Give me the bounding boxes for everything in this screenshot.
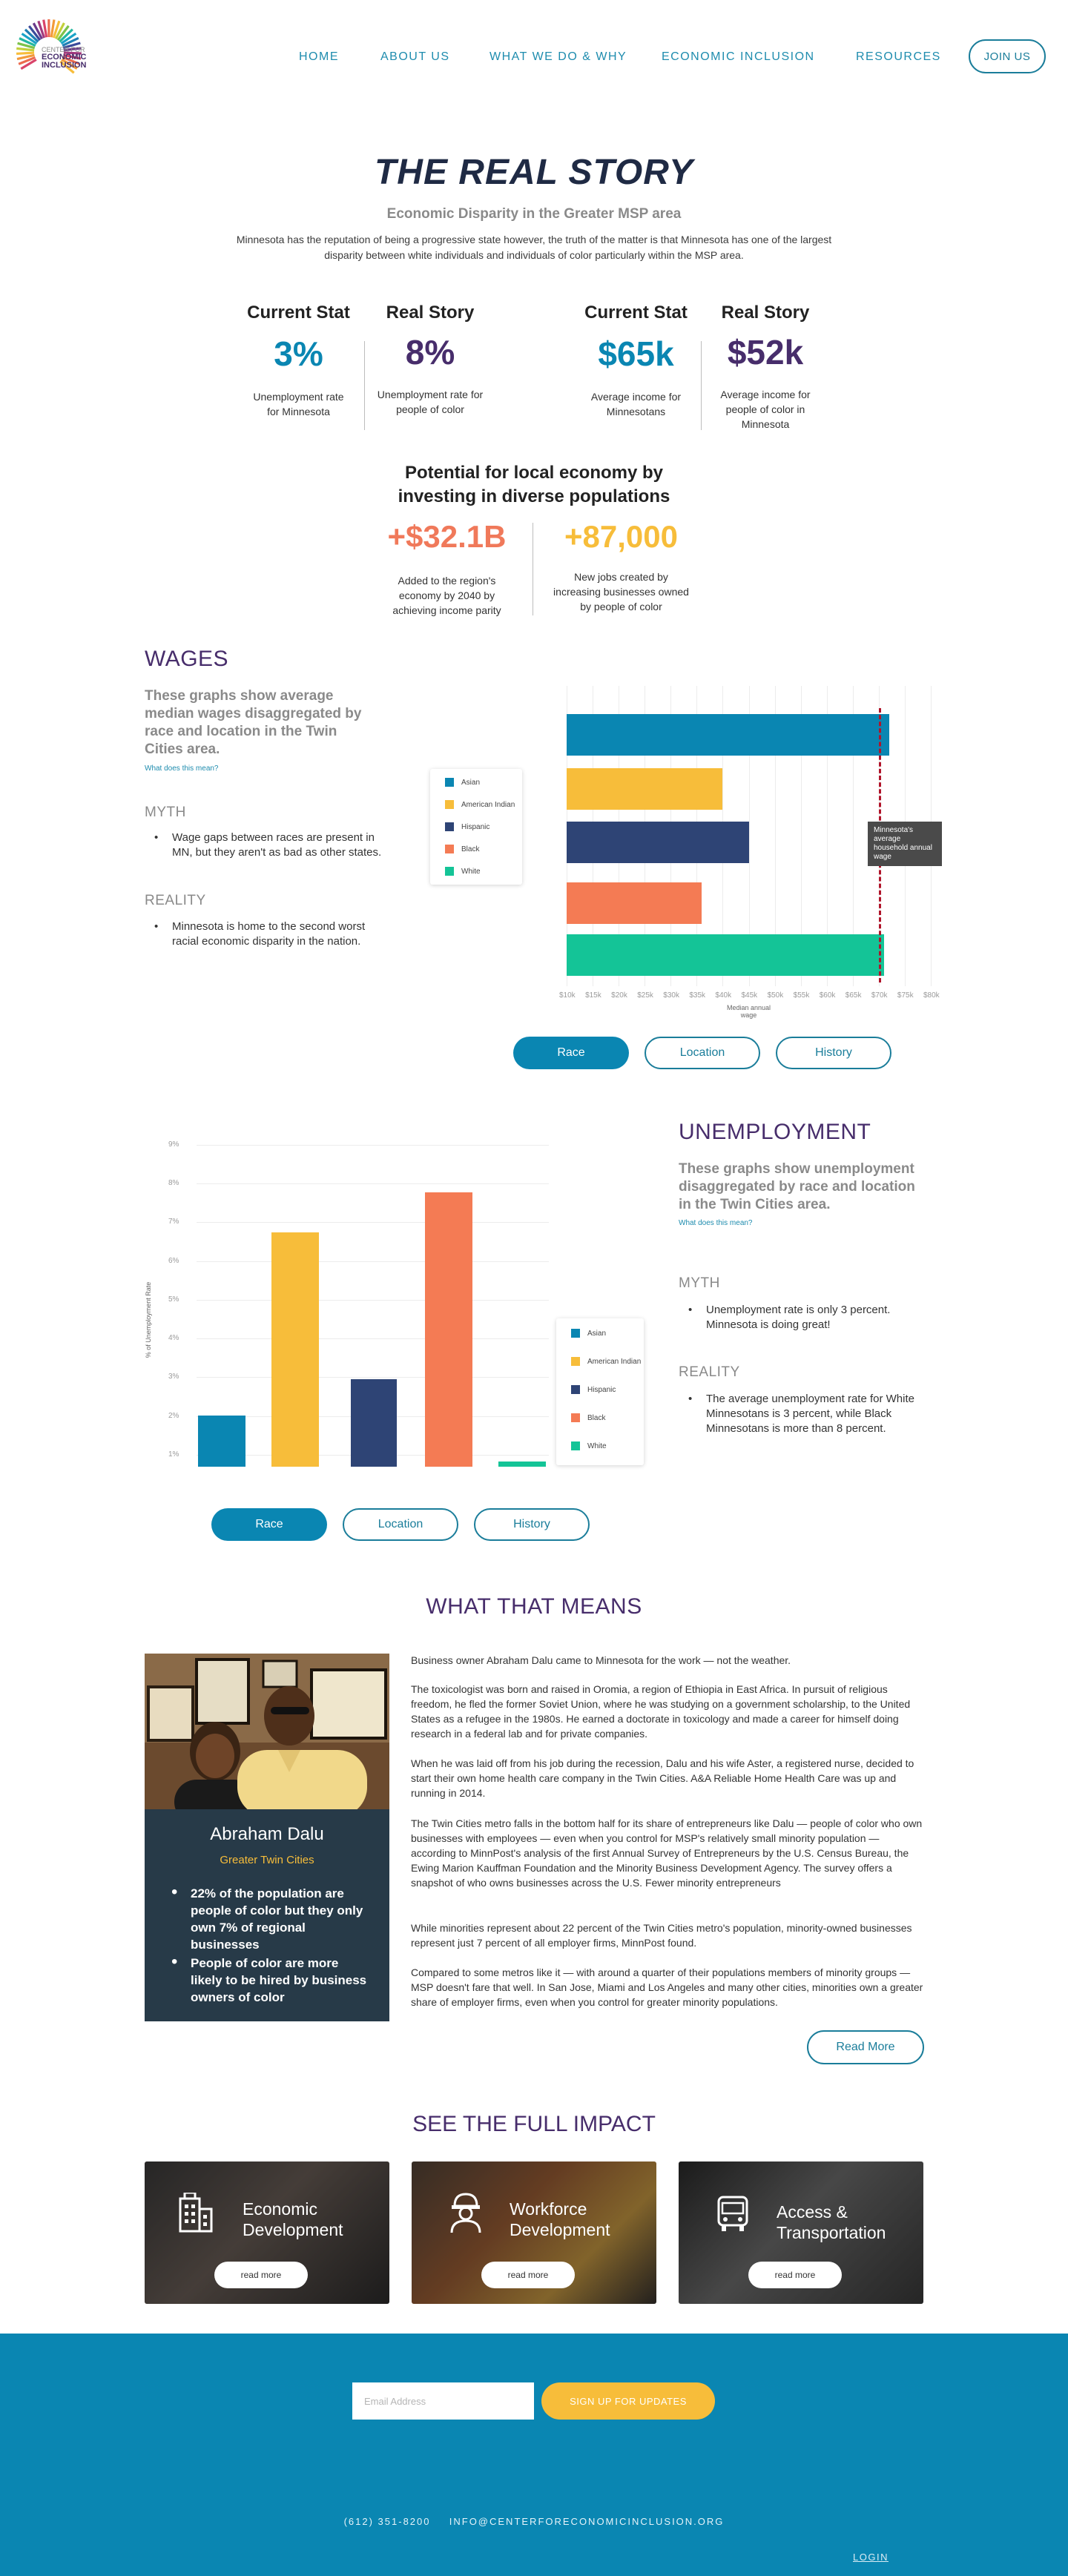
- unemployment-bar: [498, 1462, 546, 1467]
- card-title-line1: Workforce: [510, 2199, 587, 2219]
- stat-value-unemployment-real: 8%: [405, 333, 455, 371]
- stat-caption-income-current: Average income for Minnesotans: [590, 391, 682, 417]
- chart-tick-label: $65k: [845, 991, 862, 1000]
- footer-email[interactable]: INFO@CENTERFORECONOMICINCLUSION.ORG: [449, 2516, 725, 2527]
- unemployment-lead: These graphs show unemployment disaggregated by race and location in the Twin Cities area.: [679, 1161, 915, 1212]
- unemployment-what-does-this-mean-link[interactable]: What does this mean?: [679, 1219, 753, 1227]
- stat-caption-unemployment-current: Unemployment rate for Minnesota: [253, 391, 344, 417]
- chart-gridline: [197, 1183, 549, 1184]
- building-icon: [177, 2193, 214, 2233]
- legend-label: Hispanic: [587, 1385, 616, 1394]
- chart-axis-title: % of Unemployment Rate: [145, 1281, 152, 1358]
- unemployment-tab-race[interactable]: Race: [211, 1508, 327, 1541]
- potential-caption-jobs: New jobs created by increasing businesses owned by people of color: [553, 571, 689, 612]
- chart-gridline: [197, 1145, 549, 1146]
- stat-caption-unemployment-real: Unemployment rate for people of color: [377, 389, 484, 415]
- legend-swatch: [445, 822, 454, 831]
- impact-card-access-transportation[interactable]: [679, 2161, 923, 2304]
- logo-text-line1: CENTER FOR: [42, 46, 85, 53]
- potential-caption-income: Added to the region's economy by 2040 by achieving income parity: [392, 575, 501, 616]
- wages-reality-heading: REALITY: [145, 893, 206, 908]
- legend-label: American Indian: [461, 800, 515, 809]
- legend-swatch: [445, 800, 454, 809]
- page-subtitle: Economic Disparity in the Greater MSP area: [386, 206, 682, 222]
- unemployment-chart-legend: [556, 1318, 644, 1465]
- card-title-line2: Transportation: [777, 2223, 886, 2242]
- wages-bar: [567, 714, 889, 756]
- unemployment-reality-text: • The average unemployment rate for White Minnesotans is 3 percent, while Black Minnesotans is more than 8 percent.: [706, 1392, 921, 1436]
- join-us-button[interactable]: JOIN US: [969, 39, 1046, 73]
- profile-bullet: 22% of the population are people of color but they only own 7% of regional businesses: [191, 1886, 363, 1952]
- chart-tick-label: 2%: [168, 1411, 179, 1420]
- legend-swatch: [571, 1413, 580, 1422]
- unemployment-bar: [351, 1379, 397, 1467]
- potential-title: Potential for local economy by investing in diverse populations: [398, 463, 670, 506]
- legend-label: Black: [587, 1413, 606, 1422]
- unemployment-myth-heading: MYTH: [679, 1275, 720, 1291]
- what-that-means-title: WHAT THAT MEANS: [426, 1594, 642, 1619]
- unemployment-tab-history[interactable]: History: [474, 1508, 590, 1541]
- stat-heading-current: Current Stat: [247, 303, 350, 323]
- logo-text-line3: INCLUSION: [42, 61, 87, 70]
- unemployment-myth-text: • Unemployment rate is only 3 percent. Minnesota is doing great!: [706, 1303, 921, 1332]
- bullet-dot: •: [171, 1882, 178, 1902]
- chart-tick-label: 9%: [168, 1140, 179, 1149]
- profile-name: Abraham Dalu: [210, 1824, 324, 1844]
- wages-bar: [567, 934, 884, 976]
- read-more-button[interactable]: read more: [481, 2262, 575, 2288]
- wages-tab-race[interactable]: Race: [513, 1037, 629, 1069]
- stat-heading-real: Real Story: [386, 303, 475, 323]
- read-more-button[interactable]: read more: [748, 2262, 842, 2288]
- bus-icon: [716, 2194, 750, 2233]
- legend-item: [445, 822, 490, 831]
- stat-heading-real: Real Story: [721, 303, 810, 323]
- profile-photo-illustration: [145, 1654, 389, 1809]
- sign-up-button[interactable]: SIGN UP FOR UPDATES: [541, 2382, 715, 2420]
- legend-item: [571, 1329, 606, 1338]
- card-title-line2: Development: [243, 2220, 343, 2239]
- potential-value-income: +$32.1B: [387, 519, 507, 554]
- chart-tick-label: 5%: [168, 1295, 179, 1304]
- chart-axis-title: Median annual wage: [726, 1004, 771, 1019]
- legend-swatch: [445, 867, 454, 876]
- legend-label: Black: [461, 845, 480, 853]
- footer-phone[interactable]: (612) 351-8200: [343, 2516, 431, 2527]
- legend-swatch: [571, 1385, 580, 1394]
- card-title-line1: Economic: [243, 2199, 317, 2219]
- wages-reality-text: • Minnesota is home to the second worst racial economic disparity in the nation.: [172, 919, 387, 949]
- chart-tick-label: $75k: [897, 991, 914, 1000]
- impact-title: SEE THE FULL IMPACT: [412, 2112, 656, 2136]
- legend-label: Asian: [587, 1329, 607, 1338]
- legend-swatch: [445, 845, 454, 853]
- legend-label: White: [461, 867, 481, 876]
- read-more-button[interactable]: read more: [214, 2262, 308, 2288]
- chart-tick-label: 4%: [168, 1334, 179, 1343]
- unemployment-title: UNEMPLOYMENT: [679, 1120, 871, 1144]
- chart-tick-label: $50k: [767, 991, 784, 1000]
- logo-ray: [16, 48, 34, 50]
- chart-gridline: [197, 1377, 549, 1378]
- site-logo[interactable]: [13, 15, 88, 89]
- card-title-line1: Access &: [777, 2202, 848, 2222]
- unemployment-bar: [198, 1416, 245, 1467]
- chart-tick-label: $55k: [793, 991, 810, 1000]
- wages-bar: [567, 882, 702, 924]
- stat-heading-current: Current Stat: [584, 303, 688, 323]
- unemployment-tab-location[interactable]: Location: [343, 1508, 458, 1541]
- chart-tick-label: $10k: [559, 991, 576, 1000]
- nav-home[interactable]: HOME: [299, 50, 339, 63]
- stat-divider: [364, 341, 365, 430]
- read-more-button[interactable]: Read More: [807, 2030, 924, 2064]
- chart-gridline: [197, 1261, 549, 1262]
- legend-label: Asian: [461, 778, 481, 787]
- wages-myth-heading: MYTH: [145, 805, 186, 820]
- chart-tick-label: $80k: [923, 991, 940, 1000]
- chart-tick-label: $35k: [689, 991, 706, 1000]
- unemployment-reality-heading: REALITY: [679, 1364, 740, 1380]
- stat-value-income-real: $52k: [727, 333, 804, 371]
- legend-label: White: [587, 1441, 607, 1450]
- chart-gridline: [197, 1300, 549, 1301]
- card-title-line2: Development: [510, 2220, 610, 2239]
- wages-lead: These graphs show average median wages disaggregated by race and location in the Twin Cities area.: [145, 688, 362, 757]
- wages-reference-tooltip: Minnesota's average household annual wage: [868, 822, 942, 866]
- bullet-dot: •: [171, 1952, 178, 1972]
- nav-what-we-do[interactable]: WHAT WE DO & WHY: [490, 50, 627, 63]
- site-footer: [0, 2334, 1068, 2576]
- story-paragraph: When he was laid off from his job during the recession, Dalu and his wife Aster, a registered nurse, decided to start their own home health care company in the Twin Cities. A&A Reliable Home Health Care was up and running in 2014.: [411, 1757, 914, 1799]
- unemployment-bar: [425, 1192, 472, 1467]
- stat-caption-income-real: Average income for people of color in Minnesota: [720, 389, 811, 430]
- chart-tick-label: $60k: [819, 991, 836, 1000]
- footer-contact: [0, 2516, 1068, 2527]
- legend-item: [445, 800, 515, 809]
- chart-tick-label: 8%: [168, 1179, 179, 1188]
- wages-chart-legend: [430, 769, 522, 885]
- potential-value-jobs: +87,000: [564, 519, 678, 554]
- nav-about-us[interactable]: ABOUT US: [380, 50, 450, 63]
- chart-tick-label: $30k: [663, 991, 679, 1000]
- stat-value-unemployment-current: 3%: [274, 334, 323, 373]
- email-field[interactable]: [352, 2382, 534, 2420]
- legend-swatch: [571, 1329, 580, 1338]
- profile-location: Greater Twin Cities: [220, 1854, 314, 1866]
- profile-card: [145, 1809, 389, 2021]
- legend-item: [571, 1357, 641, 1366]
- story-paragraph: While minorities represent about 22 percent of the Twin Cities metro's population, minority-owned businesses represent just 7 percent of all employer firms, MinnPost found.: [411, 1922, 912, 1949]
- chart-tick-label: $70k: [871, 991, 888, 1000]
- chart-tick-label: 1%: [168, 1450, 179, 1459]
- story-paragraph: The Twin Cities metro falls in the bottom half for its share of entrepreneurs like Dalu — people of color who own businesses with employees — even when you control for MSP's relatively small minority population — according to MinnPost's analysis of the first Annual Survey of Entrepreneurs by the U.S. Census Bureau, the Ewing Marion Kauffman Foundation and the Minority Business Development Agency. The survey offers a snapshot of who owns businesses across the U.S. Fewer minority entrepreneurs: [411, 1817, 923, 1889]
- legend-swatch: [445, 778, 454, 787]
- page-description: Minnesota has the reputation of being a progressive state however, the truth of the matter is that Minnesota has one of the largest disparity between white individuals and individuals of color particularly within the MSP area.: [236, 234, 832, 261]
- legend-label: American Indian: [587, 1357, 642, 1366]
- wages-bar: [567, 822, 749, 863]
- logo-text-line2: ECONOMIC: [42, 53, 87, 62]
- legend-item: [445, 845, 479, 853]
- wages-tab-location[interactable]: Location: [645, 1037, 760, 1069]
- wages-tab-history[interactable]: History: [776, 1037, 891, 1069]
- impact-card-workforce-development[interactable]: [412, 2161, 656, 2304]
- stat-divider: [701, 341, 702, 430]
- wages-myth-text: • Wage gaps between races are present in MN, but they aren't as bad as other states.: [172, 830, 387, 860]
- nav-resources[interactable]: RESOURCES: [856, 50, 941, 63]
- profile-photo: [145, 1654, 389, 1809]
- story-paragraph: Business owner Abraham Dalu came to Minnesota for the work — not the weather.: [411, 1654, 791, 1666]
- chart-tick-label: 6%: [168, 1256, 179, 1265]
- chart-tick-label: $45k: [741, 991, 758, 1000]
- legend-item: [445, 778, 480, 787]
- worker-icon: [449, 2191, 483, 2233]
- page-title: THE REAL STORY: [374, 153, 694, 192]
- impact-card-economic-development[interactable]: [145, 2161, 389, 2304]
- chart-tick-label: $25k: [637, 991, 653, 1000]
- chart-tick-label: 3%: [168, 1373, 179, 1381]
- chart-tick-label: $15k: [585, 991, 601, 1000]
- legend-item: [571, 1385, 616, 1394]
- legend-swatch: [571, 1441, 580, 1450]
- chart-tick-label: $20k: [611, 991, 627, 1000]
- profile-bullet: People of color are more likely to be hired by business owners of color: [191, 1956, 367, 2004]
- nav-economic-inclusion[interactable]: ECONOMIC INCLUSION: [662, 50, 815, 63]
- wages-title: WAGES: [145, 647, 229, 671]
- chart-tick-label: 7%: [168, 1218, 179, 1226]
- story-paragraph: The toxicologist was born and raised in Oromia, a region of Ethiopia in East Africa. In pursuit of religious freedom, he fled the former Soviet Union, where he was studying on a government scholarship, to the United States as a refugee in the 1980s. He earned a doctorate in toxicology and made a career for himself doing research in a federal lab and for private companies.: [411, 1683, 911, 1740]
- wages-bar: [567, 768, 722, 810]
- unemployment-bar: [271, 1232, 319, 1467]
- chart-tick-label: $40k: [715, 991, 732, 1000]
- chart-gridline: [197, 1222, 549, 1223]
- legend-item: [445, 867, 481, 876]
- legend-item: [571, 1413, 605, 1422]
- legend-label: Hispanic: [461, 822, 490, 831]
- legend-swatch: [571, 1357, 580, 1366]
- legend-item: [571, 1441, 607, 1450]
- wages-what-does-this-mean-link[interactable]: What does this mean?: [145, 764, 219, 773]
- story-paragraph: Compared to some metros like it — with around a quarter of their populations members of minority groups — MSP doesn't fare that well. In San Jose, Miami and Los Angeles and many other cities, minorities own a greater share of employer firms, even when you control for greater minority populations.: [411, 1966, 923, 2008]
- chart-gridline: [197, 1338, 549, 1339]
- stat-value-income-current: $65k: [598, 334, 674, 373]
- login-link[interactable]: LOGIN: [853, 2552, 889, 2563]
